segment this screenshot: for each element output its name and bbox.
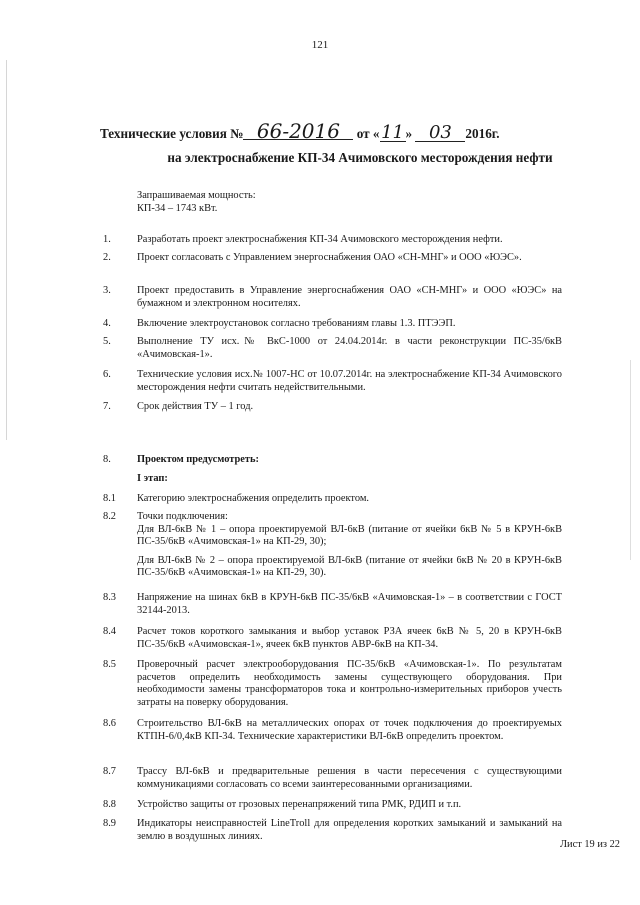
- connection-line-1: Для ВЛ-6кВ № 1 – опора проектируемой ВЛ-6кВ (питание от ячейки 6кВ № 5 в КРУН-6кВ ПС-35/6кВ «Ачимовская-1» на КП-29, 30);: [137, 523, 562, 548]
- item-number: 8.2: [103, 511, 116, 522]
- stage-label: I этап:: [137, 473, 168, 484]
- item-number: 8.8: [103, 799, 116, 810]
- page-number: 121: [311, 39, 329, 51]
- item-number: 8.4: [103, 626, 116, 637]
- item-number: 7.: [103, 401, 111, 412]
- item-text: Трассу ВЛ-6кВ и предварительные решения в части пересечения с существующими коммуникациями согласовать со всеми заинтересованными организациями.: [137, 766, 562, 790]
- item-text: Выполнение ТУ исх.№ ВкС-1000 от 24.04.2014г. в части реконструкции ПС-35/6кВ «Ачимовская-1».: [137, 336, 562, 360]
- title-from: от «: [356, 126, 380, 141]
- item-text: Категорию электроснабжения определить проектом.: [137, 493, 369, 504]
- handwritten-month: 03: [415, 125, 465, 142]
- connection-line-2: Для ВЛ-6кВ № 2 – опора проектируемой ВЛ-6кВ (питание от ячейки 6кВ № 20 в КРУН-6кВ ПС-35/6кВ «Ачимовская-1» на КП-29, 30).: [137, 554, 562, 579]
- item-number: 2.: [103, 252, 111, 263]
- title-prefix: Технические условия №: [100, 126, 244, 141]
- item-text: Включение электроустановок согласно требованиям главы 1.3. ПТЭЭП.: [137, 318, 456, 329]
- title-year: 2016г.: [465, 126, 500, 141]
- handwritten-number: 66-2016: [243, 123, 353, 140]
- item-text: Напряжение на шинах 6кВ в КРУН-6кВ ПС-35/6кВ «Ачимовская-1» – в соответствии с ГОСТ 32144-2013.: [137, 592, 562, 616]
- item-text: Проектом предусмотреть:: [137, 454, 259, 465]
- handwritten-day: 11: [381, 122, 404, 143]
- item-number: 8.: [103, 454, 111, 465]
- item-text: Срок действия ТУ – 1 год.: [137, 401, 254, 412]
- item-number: 8.5: [103, 659, 116, 670]
- item-text: Индикаторы неисправностей LineTroll для определения коротких замыканий и замыканий на землю в воздушных линиях.: [137, 818, 562, 842]
- item-number: 5.: [103, 336, 111, 347]
- item-number: 4.: [103, 318, 111, 329]
- item-text: Устройство защиты от грозовых перенапряжений типа РМК, РДИП и т.п.: [137, 799, 462, 810]
- item-text: Проект согласовать с Управлением энергоснабжения ОАО «СН-МНГ» и ООО «ЮЭС».: [137, 252, 522, 263]
- scan-edge-line: [630, 360, 631, 560]
- item-text: Проверочный расчет электрооборудования ПС-35/6кВ «Ачимовская-1». По результатам расчетов определить необходимость замены существующего оборудования. При необходимости замены трансформаторов тока и контрольно-измерительных приборов учесть затраты на поверку оборудования.: [137, 659, 562, 708]
- document-subtitle: на электроснабжение КП-34 Ачимовского месторождения нефти: [167, 150, 553, 165]
- item-number: 6.: [103, 369, 111, 380]
- item-text: Разработать проект электроснабжения КП-34 Ачимовского месторождения нефти.: [137, 234, 503, 245]
- item-text: Расчет токов короткого замыкания и выбор уставок РЗА ячеек 6кВ № 5, 20 в КРУН-6кВ ПС-35/6кВ «Ачимовская-1», ячеек 6кВ пунктов АВР-6кВ на КП-34.: [137, 626, 562, 650]
- item-text: [137, 511, 562, 580]
- item-number: 8.6: [103, 718, 116, 729]
- item-number: 8.7: [103, 766, 116, 777]
- item-text: Проект предоставить в Управление энергоснабжения ОАО «СН-МНГ» и ООО «ЮЭС» на бумажном и электронном носителях.: [137, 285, 562, 309]
- scan-edge-line: [6, 60, 7, 440]
- title-mid: »: [405, 126, 413, 141]
- document-title: [100, 119, 620, 143]
- item-number: 1.: [103, 234, 111, 245]
- item-number: 8.9: [103, 818, 116, 829]
- item-number: 3.: [103, 285, 111, 296]
- sheet-counter: Лист 19 из 22: [560, 839, 620, 850]
- requested-power-label: Запрашиваемая мощность:: [137, 190, 256, 201]
- item-text: Технические условия исх.№ 1007-НС от 10.07.2014г. на электроснабжение КП-34 Ачимовского месторождения нефти считать недействительными.: [137, 369, 562, 393]
- item-number: 8.1: [103, 493, 116, 504]
- connection-points-label: Точки подключения:: [137, 511, 228, 522]
- requested-power-value: КП-34 – 1743 кВт.: [137, 202, 218, 214]
- requested-power: [137, 190, 256, 215]
- item-text: Строительство ВЛ-6кВ на металлических опорах от точек подключения до проектируемых КТПН-6/0,4кВ КП-34. Технические характеристики ВЛ-6кВ определить проектом.: [137, 718, 562, 742]
- item-number: 8.3: [103, 592, 116, 603]
